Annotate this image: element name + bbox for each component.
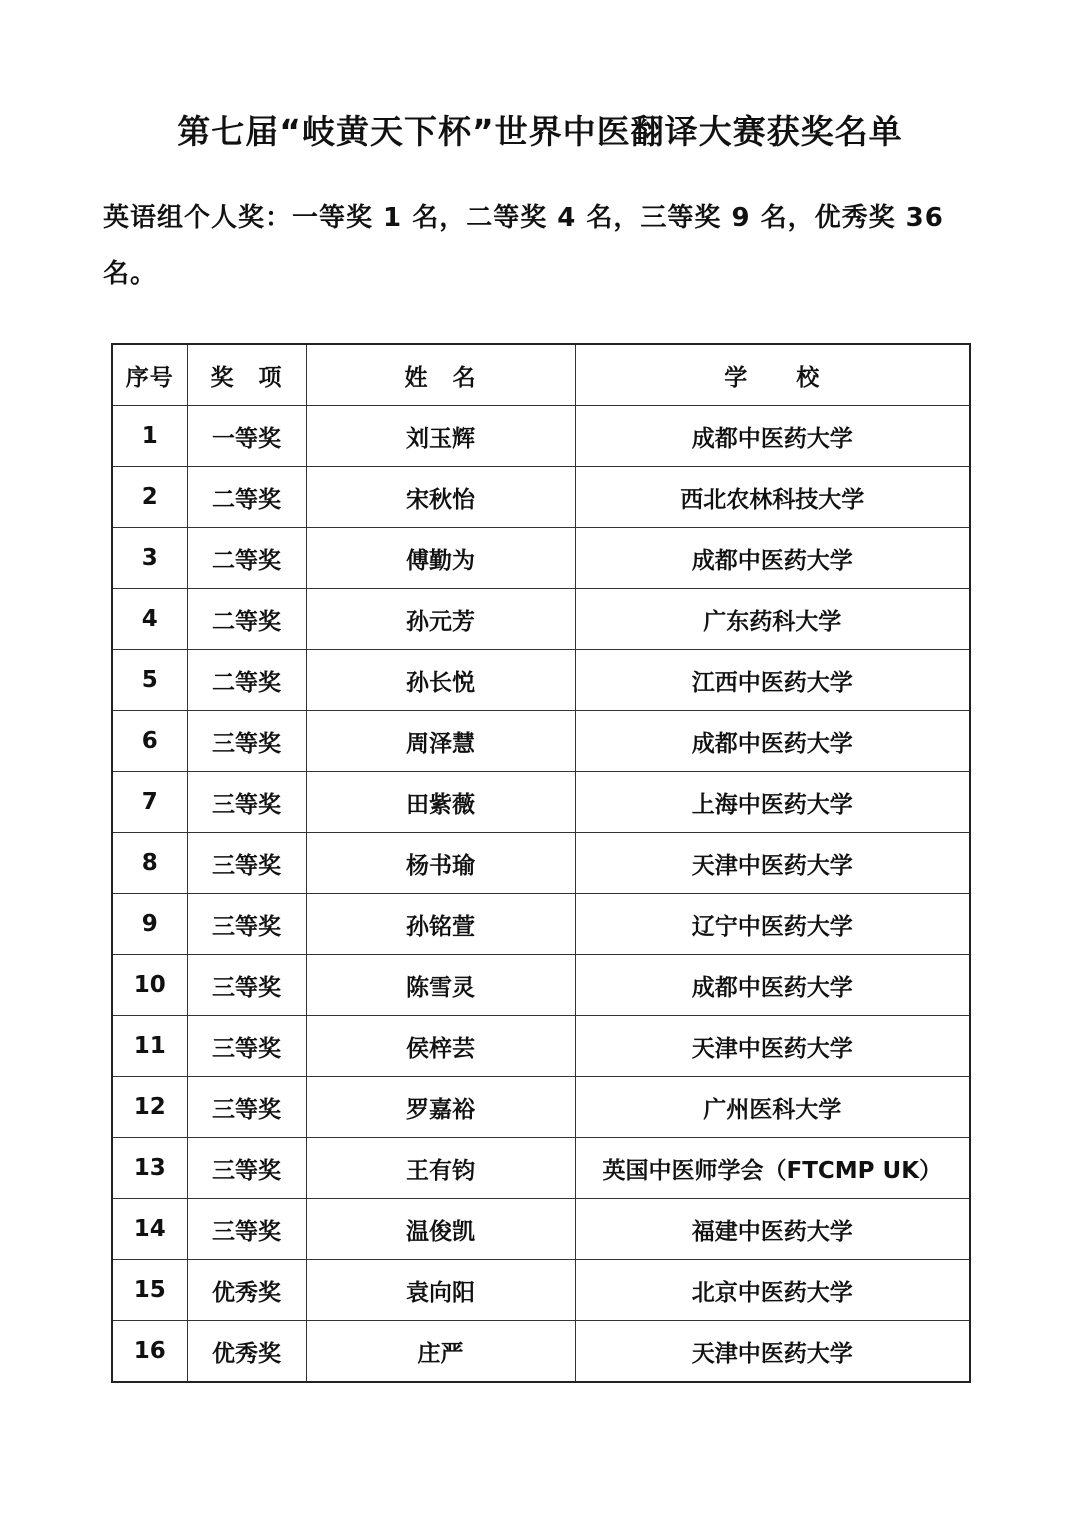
table-row xyxy=(112,1260,970,1321)
table-row xyxy=(112,1321,970,1383)
cell-award: 三等奖 xyxy=(187,711,306,772)
table-row xyxy=(112,833,970,894)
cell-number: 4 xyxy=(112,589,187,650)
cell-name: 温俊凯 xyxy=(306,1199,575,1260)
cell-award: 一等奖 xyxy=(187,406,306,467)
cell-number: 12 xyxy=(112,1077,187,1138)
cell-name: 庄严 xyxy=(306,1321,575,1383)
cell-number: 8 xyxy=(112,833,187,894)
cell-name: 罗嘉裕 xyxy=(306,1077,575,1138)
cell-award: 二等奖 xyxy=(187,589,306,650)
table-row xyxy=(112,1077,970,1138)
cell-number: 6 xyxy=(112,711,187,772)
cell-award: 三等奖 xyxy=(187,1138,306,1199)
cell-school: 江西中医药大学 xyxy=(575,650,970,711)
table-row xyxy=(112,955,970,1016)
cell-name: 袁向阳 xyxy=(306,1260,575,1321)
table-row xyxy=(112,772,970,833)
table-row xyxy=(112,406,970,467)
table-row xyxy=(112,467,970,528)
cell-school: 天津中医药大学 xyxy=(575,1321,970,1383)
cell-name: 王有钧 xyxy=(306,1138,575,1199)
cell-school: 福建中医药大学 xyxy=(575,1199,970,1260)
cell-school: 广东药科大学 xyxy=(575,589,970,650)
document-title: 第七届“岐黄天下杯”世界中医翻译大赛获奖名单 xyxy=(177,112,903,151)
cell-school: 英国中医师学会（FTCMP UK） xyxy=(575,1138,970,1199)
cell-school: 北京中医药大学 xyxy=(575,1260,970,1321)
cell-school: 成都中医药大学 xyxy=(575,711,970,772)
cell-number: 1 xyxy=(112,406,187,467)
cell-name: 陈雪灵 xyxy=(306,955,575,1016)
cell-number: 9 xyxy=(112,894,187,955)
intro-paragraph: 英语组个人奖：一等奖 1 名，二等奖 4 名，三等奖 9 名，优秀奖 36 名。 xyxy=(103,203,944,289)
table-body xyxy=(112,406,970,1383)
cell-name: 宋秋怡 xyxy=(306,467,575,528)
cell-award: 优秀奖 xyxy=(187,1321,306,1383)
cell-number: 15 xyxy=(112,1260,187,1321)
table-row xyxy=(112,528,970,589)
cell-name: 孙铭萱 xyxy=(306,894,575,955)
header-name: 姓 名 xyxy=(306,344,575,406)
cell-name: 杨书瑜 xyxy=(306,833,575,894)
cell-award: 三等奖 xyxy=(187,1199,306,1260)
cell-school: 成都中医药大学 xyxy=(575,955,970,1016)
table-row xyxy=(112,1199,970,1260)
cell-school: 辽宁中医药大学 xyxy=(575,894,970,955)
header-school: 学 校 xyxy=(575,344,970,406)
cell-award: 三等奖 xyxy=(187,894,306,955)
cell-award: 三等奖 xyxy=(187,772,306,833)
table-row xyxy=(112,711,970,772)
cell-school: 成都中医药大学 xyxy=(575,406,970,467)
table-header xyxy=(112,344,970,406)
cell-number: 10 xyxy=(112,955,187,1016)
cell-award: 二等奖 xyxy=(187,467,306,528)
cell-name: 孙长悦 xyxy=(306,650,575,711)
cell-number: 11 xyxy=(112,1016,187,1077)
table-row xyxy=(112,1138,970,1199)
cell-award: 三等奖 xyxy=(187,1016,306,1077)
cell-school: 天津中医药大学 xyxy=(575,833,970,894)
award-table xyxy=(111,343,971,1383)
table-row xyxy=(112,589,970,650)
cell-school: 广州医科大学 xyxy=(575,1077,970,1138)
cell-number: 5 xyxy=(112,650,187,711)
header-award: 奖 项 xyxy=(187,344,306,406)
table-row xyxy=(112,1016,970,1077)
cell-name: 刘玉辉 xyxy=(306,406,575,467)
cell-school: 天津中医药大学 xyxy=(575,1016,970,1077)
cell-award: 二等奖 xyxy=(187,528,306,589)
cell-school: 西北农林科技大学 xyxy=(575,467,970,528)
cell-award: 二等奖 xyxy=(187,650,306,711)
cell-number: 16 xyxy=(112,1321,187,1383)
cell-number: 13 xyxy=(112,1138,187,1199)
cell-name: 傅勤为 xyxy=(306,528,575,589)
table-row xyxy=(112,650,970,711)
cell-school: 成都中医药大学 xyxy=(575,528,970,589)
cell-award: 三等奖 xyxy=(187,833,306,894)
cell-name: 田紫薇 xyxy=(306,772,575,833)
cell-name: 孙元芳 xyxy=(306,589,575,650)
cell-name: 侯梓芸 xyxy=(306,1016,575,1077)
cell-award: 三等奖 xyxy=(187,955,306,1016)
table-row xyxy=(112,894,970,955)
header-row xyxy=(112,344,970,406)
cell-number: 7 xyxy=(112,772,187,833)
cell-award: 三等奖 xyxy=(187,1077,306,1138)
cell-name: 周泽慧 xyxy=(306,711,575,772)
cell-school: 上海中医药大学 xyxy=(575,772,970,833)
cell-number: 3 xyxy=(112,528,187,589)
cell-number: 2 xyxy=(112,467,187,528)
cell-award: 优秀奖 xyxy=(187,1260,306,1321)
header-number: 序号 xyxy=(112,344,187,406)
cell-number: 14 xyxy=(112,1199,187,1260)
